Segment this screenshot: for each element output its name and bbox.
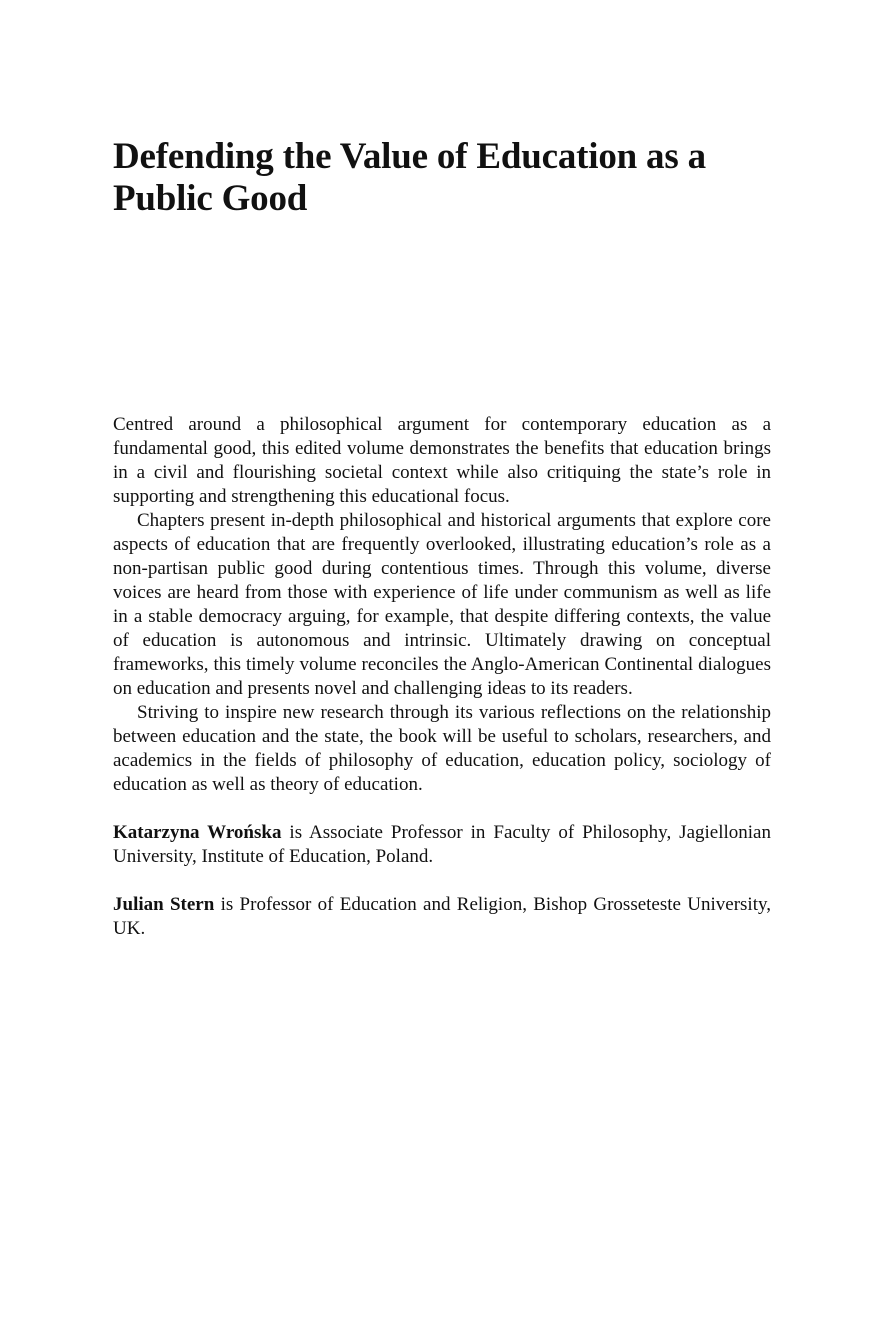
author-bio-text: is Associate Professor in Faculty of Philosophy, Jagiellonian University, Institute of Education, Poland. [113,822,771,867]
description-paragraph: Striving to inspire new research through its various reflections on the relationship between education and the state, the book will be useful to scholars, researchers, and academics in the fields of philosophy of education, education policy, sociology of education as well as theory of education. [113,702,771,795]
author-name: Katarzyna Wrońska [113,822,282,843]
author-bio-text: is Professor of Education and Religion, Bishop Grosseteste University, UK. [113,894,771,939]
author-bio [113,893,771,941]
book-description [113,413,771,941]
author-bio [113,821,771,869]
description-paragraph: Chapters present in-depth philosophical and historical arguments that explore core aspects of education that are frequently overlooked, illustrating education’s role as a non-partisan public good during contentious times. Through this volume, diverse voices are heard from those with experience of life under communism as well as life in a stable democracy arguing, for example, that despite differing contexts, the value of education is autonomous and intrinsic. Ultimately drawing on conceptual frameworks, this timely volume reconciles the Anglo-American Continental dialogues on education and presents novel and challenging ideas to its readers. [113,510,771,699]
author-name: Julian Stern [113,894,215,915]
page-title: Defending the Value of Education as a Public Good [113,136,706,219]
description-paragraph: Centred around a philosophical argument for contemporary education as a fundamental good, this edited volume demonstrates the benefits that education brings in a civil and flourishing societal context while also critiquing the state’s role in supporting and strengthening this educational focus. [113,414,771,507]
